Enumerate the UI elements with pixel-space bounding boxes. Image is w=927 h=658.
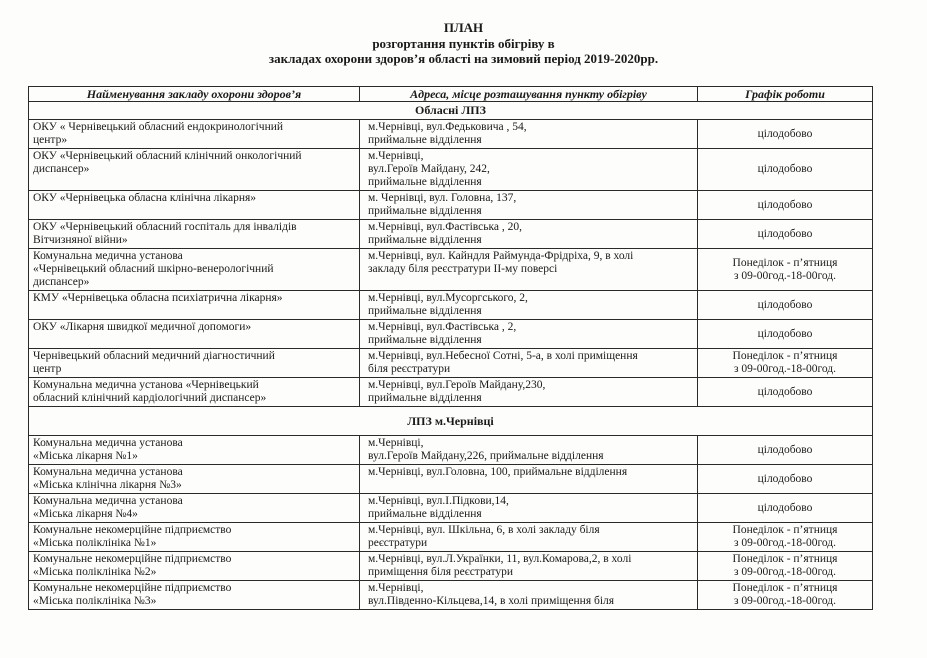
address-line: приймальне відділення: [368, 205, 482, 217]
facility-name-cell: [29, 523, 360, 552]
facility-name-line: «Міська поліклініка №2»: [33, 566, 157, 578]
facility-name-cell: [29, 249, 360, 291]
facility-name-line: обласний клінічний кардіологічний диспансер»: [33, 392, 267, 404]
facility-name-cell: [29, 291, 360, 320]
schedule-cell: [698, 149, 873, 191]
facility-name-cell: [29, 191, 360, 220]
address-cell: [360, 378, 698, 407]
document-subtitle: розгортання пунктів обігріву в: [372, 36, 555, 51]
facility-name-line: ОКУ «Чернівецька обласна клінічна лікарня»: [33, 192, 257, 204]
column-header-schedule: Графік роботи: [698, 87, 873, 102]
facility-name-line: ОКУ «Лікарня швидкої медичної допомоги»: [33, 321, 252, 333]
facility-name-line: диспансер»: [33, 163, 90, 175]
table-row: [29, 191, 873, 220]
column-header-address: Адреса, місце розташування пункту обігріву: [360, 87, 698, 102]
address-line: м.Чернівці, вул.Небесної Сотні, 5-а, в холі приміщення: [368, 350, 638, 362]
schedule-line: Понеділок - п’ятниця: [732, 350, 838, 362]
schedule-line: цілодобово: [757, 163, 813, 175]
address-cell: [360, 291, 698, 320]
facility-name-cell: [29, 149, 360, 191]
schedule-line: Понеділок - п’ятниця: [732, 553, 838, 565]
facility-name-line: Чернівецький обласний медичний діагностичний: [33, 350, 275, 362]
facility-name-line: ОКУ «Чернівецький обласний клінічний онкологічний: [33, 150, 302, 162]
facility-name-cell: [29, 494, 360, 523]
schedule-line: з 09-00год.-18-00год.: [733, 595, 837, 607]
table-row: [29, 320, 873, 349]
facility-name-line: ОКУ « Чернівецький обласний ендокринологічний: [33, 121, 284, 133]
facility-name-line: Вітчизняної війни»: [33, 234, 128, 246]
table-row: [29, 494, 873, 523]
facility-name-line: Комунальна медична установа: [33, 437, 183, 449]
address-line: м.Чернівці, вул.І.Підкови,14,: [368, 495, 509, 507]
schedule-line: цілодобово: [757, 443, 813, 456]
address-cell: [360, 220, 698, 249]
facility-name-cell: [29, 436, 360, 465]
facility-name-line: «Міська поліклініка №1»: [33, 537, 157, 549]
facility-name-line: Комунальна медична установа «Чернівецький: [33, 379, 259, 391]
facility-name-line: Комунальна медична установа: [33, 250, 183, 262]
address-cell: [360, 149, 698, 191]
facility-name-cell: [29, 581, 360, 610]
schedule-line: з 09-00год.-18-00год.: [733, 566, 837, 578]
address-line: вул.Південно-Кільцева,14, в холі приміщення біля: [368, 595, 615, 607]
schedule-cell: [698, 436, 873, 465]
table-row: [29, 436, 873, 465]
address-line: приймальне відділення: [368, 334, 482, 346]
facility-name-line: Комунальне некомерційне підприємство: [33, 582, 232, 594]
schedule-line: цілодобово: [757, 327, 813, 340]
schedule-line: з 09-00год.-18-00год.: [733, 537, 837, 549]
address-cell: [360, 523, 698, 552]
address-line: приймальне відділення: [368, 392, 482, 404]
facility-name-line: Комунальна медична установа: [33, 466, 183, 478]
address-line: закладу біля реєстратури ІІ-му поверсі: [368, 263, 558, 275]
address-line: м.Чернівці, вул.Федьковича , 54,: [368, 121, 527, 133]
address-line: приміщення біля реєстратури: [368, 566, 514, 578]
table-row: [29, 581, 873, 610]
facility-name-line: диспансер»: [33, 276, 90, 288]
address-line: приймальне відділення: [368, 508, 482, 520]
document-header: [0, 0, 927, 66]
address-line: м.Чернівці, вул.Фастівська , 2,: [368, 321, 517, 333]
schedule-line: Понеділок - п’ятниця: [732, 582, 838, 594]
address-line: вул.Героїв Майдану, 242,: [368, 163, 490, 175]
facility-name-cell: [29, 349, 360, 378]
document-title: ПЛАН: [443, 20, 484, 35]
address-cell: [360, 249, 698, 291]
address-cell: [360, 120, 698, 149]
address-line: м.Чернівці, вул.Фастівська , 20,: [368, 221, 522, 233]
address-cell: [360, 465, 698, 494]
schedule-cell: [698, 291, 873, 320]
schedule-cell: [698, 220, 873, 249]
facility-name-cell: [29, 120, 360, 149]
address-line: приймальне відділення: [368, 176, 482, 188]
facility-name-line: центр»: [33, 134, 68, 146]
address-cell: [360, 320, 698, 349]
address-line: м.Чернівці, вул.Героїв Майдану,230,: [368, 379, 546, 391]
heating-points-table: [28, 86, 873, 610]
schedule-cell: [698, 249, 873, 291]
schedule-cell: [698, 523, 873, 552]
address-line: м.Чернівці, вул.Л.Українки, 11, вул.Комарова,2, в холі: [368, 553, 632, 565]
schedule-cell: [698, 552, 873, 581]
address-line: реєстратури: [368, 537, 428, 549]
facility-name-line: «Міська клінічна лікарня №3»: [33, 479, 182, 491]
schedule-line: цілодобово: [757, 298, 813, 311]
section-title: ЛПЗ м.Чернівці: [29, 407, 873, 436]
facility-name-line: «Чернівецький обласний шкірно-венерологічний: [33, 263, 274, 275]
schedule-line: з 09-00год.-18-00год.: [733, 269, 837, 282]
address-line: м.Чернівці,: [368, 437, 424, 449]
schedule-line: цілодобово: [757, 227, 813, 240]
table-row: [29, 120, 873, 149]
address-line: приймальне відділення: [368, 305, 482, 317]
address-line: м.Чернівці,: [368, 150, 424, 162]
facility-name-cell: [29, 552, 360, 581]
facility-name-line: «Міська поліклініка №3»: [33, 595, 157, 607]
schedule-line: цілодобово: [757, 472, 813, 485]
schedule-line: цілодобово: [757, 127, 813, 140]
schedule-cell: [698, 191, 873, 220]
address-line: біля реєстратури: [368, 363, 451, 375]
facility-name-cell: [29, 378, 360, 407]
address-cell: [360, 581, 698, 610]
table-row: [29, 523, 873, 552]
table-row: [29, 149, 873, 191]
document-subtitle-period: закладах охорони здоров’я області на зимовий період 2019-2020рр.: [268, 51, 659, 66]
section-row: [29, 407, 873, 436]
address-cell: [360, 191, 698, 220]
address-line: м.Чернівці, вул.Мусоргського, 2,: [368, 292, 528, 304]
address-cell: [360, 552, 698, 581]
table-row: [29, 552, 873, 581]
schedule-cell: [698, 581, 873, 610]
table-row: [29, 220, 873, 249]
facility-name-cell: [29, 220, 360, 249]
address-line: м.Чернівці, вул. Кайндля Раймунда-Фрідріха, 9, в холі: [368, 250, 634, 262]
facility-name-line: центр: [33, 363, 62, 375]
table-row: [29, 291, 873, 320]
table-row: [29, 465, 873, 494]
facility-name-cell: [29, 465, 360, 494]
column-header-name: Найменування закладу охорони здоров’я: [29, 87, 360, 102]
facility-name-line: КМУ «Чернівецька обласна психіатрична лікарня»: [33, 292, 283, 304]
schedule-cell: [698, 120, 873, 149]
schedule-cell: [698, 349, 873, 378]
schedule-line: цілодобово: [757, 385, 813, 398]
schedule-line: цілодобово: [757, 198, 813, 211]
address-line: м.Чернівці, вул.Головна, 100, приймальне відділення: [368, 466, 628, 478]
schedule-cell: [698, 378, 873, 407]
section-title: Обласні ЛПЗ: [29, 102, 873, 120]
address-line: приймальне відділення: [368, 134, 482, 146]
table-row: [29, 378, 873, 407]
address-line: м.Чернівці,: [368, 582, 424, 594]
section-row: [29, 102, 873, 120]
facility-name-line: Комунальне некомерційне підприємство: [33, 553, 232, 565]
facility-name-line: «Міська лікарня №1»: [33, 450, 138, 462]
address-line: м. Чернівці, вул. Головна, 137,: [368, 192, 517, 204]
schedule-line: цілодобово: [757, 501, 813, 514]
facility-name-line: Комунальне некомерційне підприємство: [33, 524, 232, 536]
table-header-row: [29, 87, 873, 102]
address-line: вул.Героїв Майдану,226, приймальне відділення: [368, 450, 604, 462]
facility-name-line: «Міська лікарня №4»: [33, 508, 138, 520]
table-row: [29, 249, 873, 291]
schedule-cell: [698, 320, 873, 349]
address-cell: [360, 494, 698, 523]
address-cell: [360, 436, 698, 465]
schedule-line: з 09-00год.-18-00год.: [733, 363, 837, 375]
schedule-line: Понеділок - п’ятниця: [732, 256, 838, 269]
address-cell: [360, 349, 698, 378]
table-body: [29, 102, 873, 610]
schedule-cell: [698, 494, 873, 523]
facility-name-line: ОКУ «Чернівецький обласний госпіталь для інвалідів: [33, 221, 297, 233]
schedule-cell: [698, 465, 873, 494]
address-line: приймальне відділення: [368, 234, 482, 246]
facility-name-line: Комунальна медична установа: [33, 495, 183, 507]
schedule-line: Понеділок - п’ятниця: [732, 524, 838, 536]
table-row: [29, 349, 873, 378]
address-line: м.Чернівці, вул. Шкільна, 6, в холі закладу біля: [368, 524, 600, 536]
facility-name-cell: [29, 320, 360, 349]
